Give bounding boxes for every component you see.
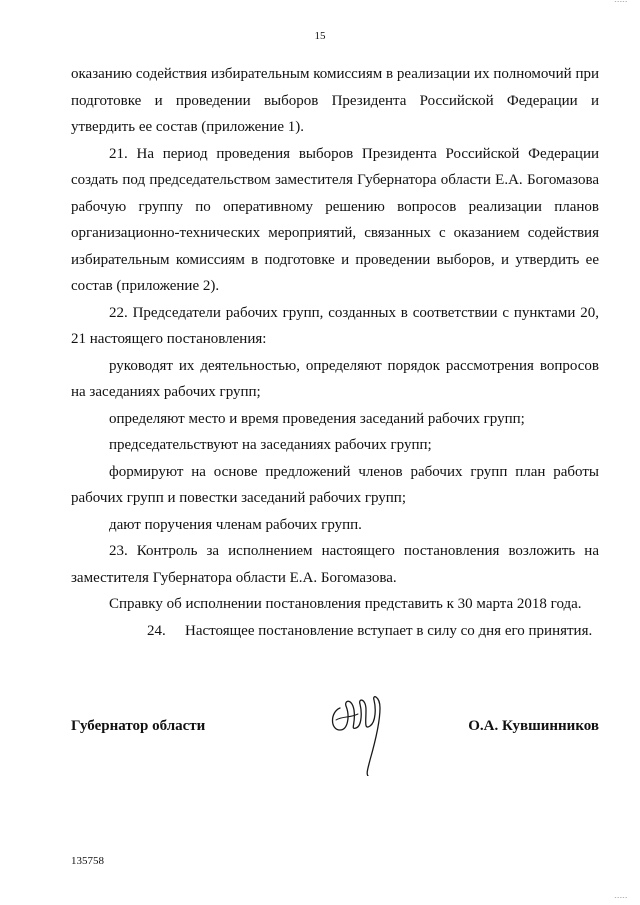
page-number: 15 [314, 30, 326, 42]
paragraph-item-24 [71, 618, 599, 645]
handwritten-signature [328, 690, 388, 776]
bottom-corner-mark: ----- [614, 896, 628, 901]
paragraph-item-21: 21. На период проведения выборов Президента Российской Федерации создать под председательством заместителя Губернатора области Е.А. Богомазова рабочую группу по оперативному решению вопросов реализации планов организационно-технических мероприятий, связанных с оказанием содействия избирательным комиссиям в подготовке и проведении выборов, и утвердить ее состав (приложение 2). [71, 145, 599, 294]
paragraph-item-24-number: 24. [147, 622, 166, 639]
paragraph-item-22: 22. Председатели рабочих групп, созданных в соответствии с пунктами 20, 21 настоящего постановления: [71, 304, 599, 347]
document-body [71, 61, 599, 644]
paragraph-item-23: 23. Контроль за исполнением настоящего постановления возложить на заместителя Губернатора области Е.А. Богомазова. [71, 543, 599, 586]
paragraph-sub-item-4: формируют на основе предложений членов рабочих групп план работы рабочих групп и повестки заседаний рабочих групп; [71, 463, 599, 506]
paragraph-sub-item-1: руководят их деятельностью, определяют порядок рассмотрения вопросов на заседаниях рабочих групп; [71, 357, 599, 400]
signer-name: О.А. Кувшинников [468, 718, 599, 734]
top-corner-mark: ----- [614, 0, 628, 5]
paragraph-sub-item-3: председательствуют на заседаниях рабочих групп; [109, 437, 432, 453]
paragraph-sub-item-5: дают поручения членам рабочих групп. [109, 516, 362, 533]
paragraph-continuation: оказанию содействия избирательным комиссиям в реализации их полномочий при подготовке и проведении выборов Президента Российской Федерации и утвердить ее состав (приложение 1). [71, 66, 599, 135]
signer-position: Губернатор области [71, 718, 206, 734]
signature-block [71, 712, 599, 782]
paragraph-sub-item-2: определяют место и время проведения заседаний рабочих групп; [109, 410, 525, 427]
paragraph-report-deadline: Справку об исполнении постановления представить к 30 марта 2018 года. [109, 596, 582, 612]
document-code: 135758 [71, 855, 104, 867]
paragraph-item-24-text: Настоящее постановление вступает в силу со дня его принятия. [185, 622, 593, 639]
